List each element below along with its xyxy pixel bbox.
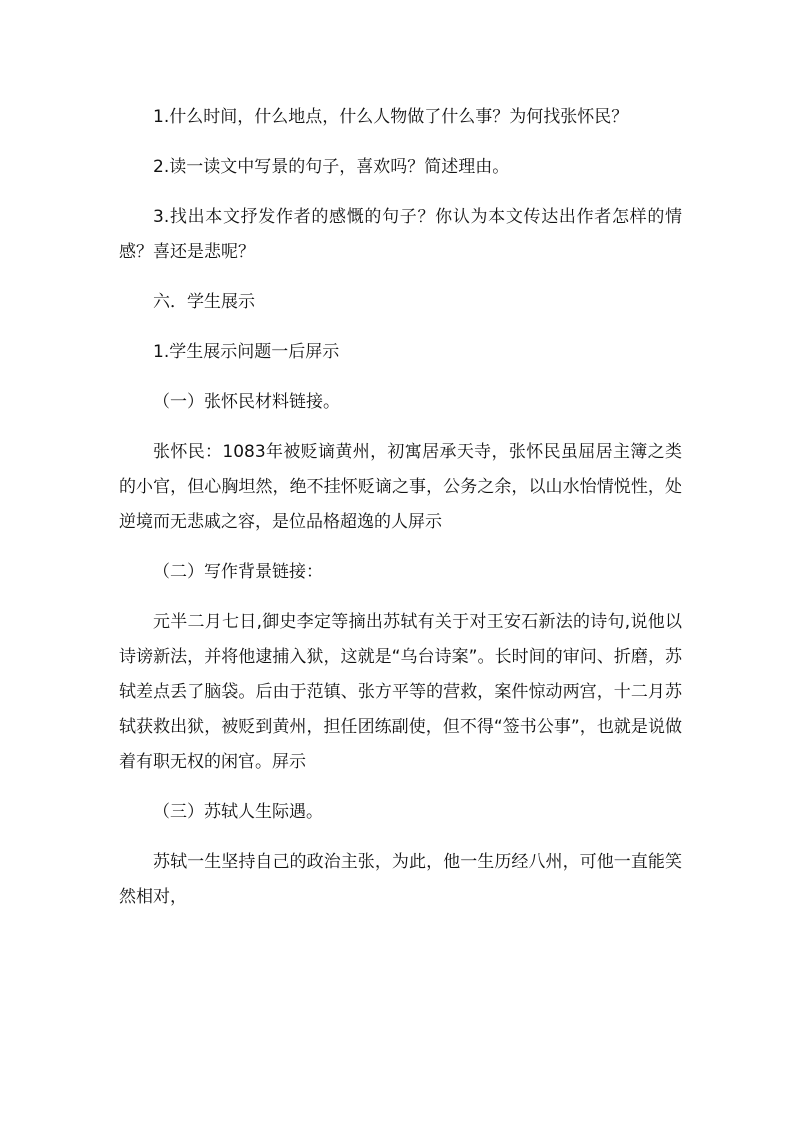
document-body xyxy=(119,100,682,915)
subheading-writing-background: （二）写作背景链接： xyxy=(153,562,323,582)
paragraph-su-shi-life: 苏轼一生坚持自己的政治主张，为此，他一生历经八州，可他一直能笑然相对， xyxy=(119,852,682,907)
question-2: 2.读一读文中写景的句子，喜欢吗？简述理由。 xyxy=(153,157,510,177)
showcase-item-1: 1.学生展示问题一后屏示 xyxy=(153,342,340,362)
paragraph-writing-background: 元半二月七日,御史李定等摘出苏轼有关于对王安石新法的诗句,说他以诗谤新法，并将他逮捕入狱，这就是“乌台诗案”。长时间的审问、折磨，苏轼差点丢了脑袋。后由于范镇、张方平等的营救，案件惊动两宫，十二月苏轼获救出狱，被贬到黄州，担任团练副使，但不得“签书公事”，也就是说做着有职无权的闲官。屏示 xyxy=(119,612,682,772)
subheading-zhang-huaimin-material: （一）张怀民材料链接。 xyxy=(153,392,340,412)
subheading-su-shi-life: （三）苏轼人生际遇。 xyxy=(153,802,323,822)
question-3: 3.找出本文抒发作者的感慨的句子？你认为本文传达出作者怎样的情感？喜还是悲呢？ xyxy=(119,207,682,262)
section-heading-student-showcase: 六．学生展示 xyxy=(153,292,255,312)
question-1: 1.什么时间，什么地点，什么人物做了什么事？为何找张怀民？ xyxy=(153,107,629,127)
paragraph-zhang-huaimin: 张怀民：1083年被贬谪黄州，初寓居承天寺，张怀民虽屈居主簿之类的小官，但心胸坦然，绝不挂怀贬谪之事，公务之余，以山水怡情悦性，处逆境而无悲戚之容，是位品格超逸的人屏示 xyxy=(119,442,682,532)
